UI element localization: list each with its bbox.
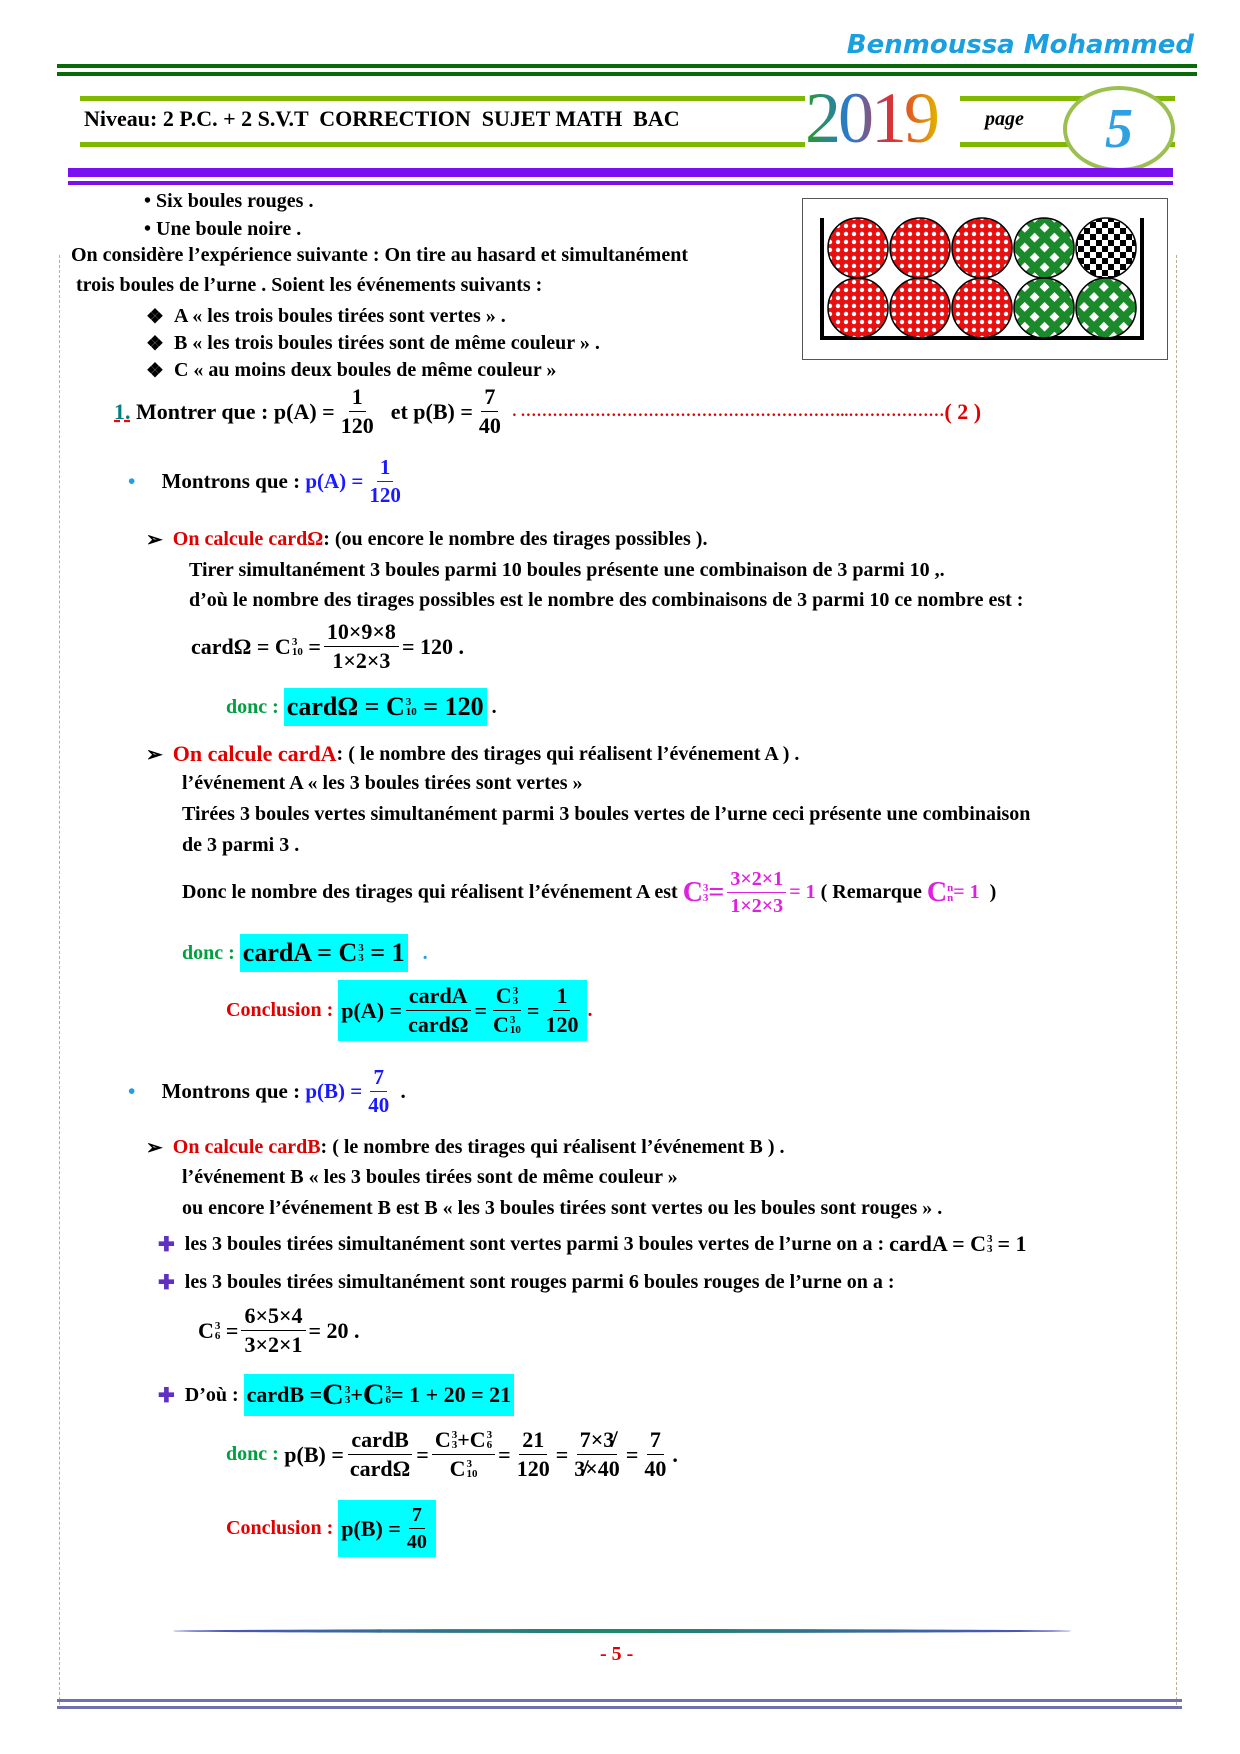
paragraph: l’événement B « les 3 boules tirées sont de même couleur » — [182, 1166, 678, 1188]
text: les 3 boules tirées simultanément sont vertes parmi 3 boules vertes de l’urne on a : — [184, 1232, 885, 1255]
author-signature: Benmoussa Mohammed — [846, 30, 1194, 60]
fraction — [365, 1066, 392, 1117]
paragraph: Tirer simultanément 3 boules parmi 10 boules présente une combinaison de 3 parmi 10 ,. — [189, 559, 945, 581]
paragraph: de 3 parmi 3 . — [182, 834, 300, 856]
math: = 1 — [370, 938, 405, 967]
text: : ( le nombre des tirages qui réalisent l’événement A ) . — [336, 742, 800, 765]
top-rule — [57, 64, 1197, 68]
denominator: 40 — [478, 413, 501, 439]
text: les 3 boules tirées simultanément sont rouges parmi 6 boules rouges de l’urne on a : — [184, 1271, 895, 1293]
top-rule — [57, 72, 1197, 76]
event-text: B « les trois boules tirées sont de même couleur » . — [173, 332, 600, 354]
numerator: 10×9×8 — [324, 620, 399, 647]
numerator: 1 — [553, 984, 570, 1011]
right-margin — [1176, 255, 1177, 1705]
math: p(B) = — [284, 1441, 344, 1467]
numerator: 21 — [519, 1428, 547, 1455]
step-title: On calcule cardΩ — [172, 528, 324, 550]
numerator: cardB — [348, 1428, 411, 1455]
fraction — [324, 620, 399, 673]
numerator: 1 — [377, 456, 394, 482]
paragraph: Tirées 3 boules vertes simultanément parmi 3 boules vertes de l’urne ceci présente une combinaison — [182, 803, 1031, 825]
bottom-rule — [57, 1699, 1182, 1702]
denominator: 120 — [369, 483, 401, 508]
math: p(B) = — [413, 398, 473, 424]
text: : ( le nombre des tirages qui réalisent l’événement B ) . — [320, 1136, 785, 1158]
numerator: 7 — [370, 1066, 387, 1092]
page-badge — [1063, 86, 1175, 172]
event-c — [146, 358, 556, 383]
step-title: On calcule cardB — [172, 1136, 321, 1158]
denominator: 1×2×3 — [730, 895, 784, 917]
step — [146, 741, 799, 767]
list-item: • Six boules rouges . — [144, 190, 314, 212]
diamond-bullet-icon: ❖ — [146, 360, 174, 382]
item-text: Une boule noire . — [156, 218, 302, 240]
math: = 1 — [997, 1231, 1027, 1256]
bottom-rule — [57, 1706, 1182, 1709]
step — [146, 527, 707, 552]
math: = 120 . — [401, 633, 464, 659]
math: cardΩ = C — [286, 692, 405, 721]
subheading: • Montrons que : p(A) = $\frac{1}{120}$ — [128, 456, 407, 507]
result — [158, 1374, 514, 1416]
year: 2019 — [805, 78, 937, 158]
math: C 3 3 = — [682, 876, 725, 908]
arrow-bullet-icon: ➢ — [146, 743, 173, 766]
denominator: 120 — [516, 1456, 550, 1482]
header-rule — [80, 96, 805, 101]
numerator: 6×5×4 — [241, 1304, 305, 1331]
list-item: • Une boule noire . — [144, 218, 302, 240]
conclusion — [226, 1500, 436, 1557]
denominator: 40 — [406, 1531, 427, 1553]
diamond-bullet-icon: ❖ — [146, 306, 174, 328]
denominator: cardΩ — [408, 1012, 469, 1038]
page-label: page — [985, 108, 1024, 130]
text: Conclusion : — [226, 1517, 334, 1539]
purple-rule — [68, 181, 1173, 185]
list-item: ✚ les 3 boules tirées simultanément sont vertes parmi 3 boules vertes de l’urne on a : cardA = C 3 3 = 1 — [158, 1231, 1027, 1256]
numerator: 7 — [409, 1504, 425, 1529]
math: cardΩ = C — [191, 633, 291, 659]
math: p(A) = — [341, 997, 403, 1023]
dot-leader: . ……………………………………………………..……………… — [512, 402, 945, 420]
formula: donc : p(B) = $\frac{\text{cardB}}{\text{cardΩ}}$ = C 3 3 +C 3 6 C 3 10 = $\frac{21}{120}$ = $\frac{7\times 3̸}{3̸\times 40}$ = $\frac{7}{40}$ . — [226, 1427, 678, 1482]
formula: Donc le nombre des tirages qui réalisent l’événement A est C 3 3 = $\frac{3\times 2\times 1}{1\times 2\times 3}$ = 1 ( Remarque C n n = 1 ) — [182, 868, 997, 917]
paragraph: trois boules de l’urne . Soient les événements suivants : — [76, 274, 543, 296]
math: = 1 — [953, 881, 980, 903]
math: p(B) = — [305, 1079, 363, 1104]
text: ) — [989, 881, 997, 903]
math: = 120 — [423, 692, 484, 721]
math: cardA = C — [889, 1231, 987, 1256]
numerator: 7 — [481, 385, 498, 412]
math: cardA = C — [242, 938, 358, 967]
cross-bullet-icon: ✚ — [158, 1384, 185, 1407]
result: donc : cardΩ = C 3 10 = 120 . — [226, 688, 497, 726]
conclusion: Conclusion : p(A) = $\frac{\text{cardA}}{\text{cardΩ}}$ = C 3 3 C 3 10 = $\frac{1}{120}$ . — [226, 980, 592, 1041]
paragraph: ou encore l’événement B est B « les 3 boules tirées sont vertes ou les boules sont rouges » . — [182, 1197, 943, 1219]
question-1 — [114, 385, 981, 438]
step — [146, 1135, 785, 1160]
arrow-bullet-icon: ➢ — [146, 529, 173, 551]
math: cardB = — [246, 1382, 323, 1407]
event-b — [146, 331, 600, 356]
math: = 1 — [789, 881, 816, 903]
arrow-bullet-icon: ➢ — [146, 1137, 173, 1159]
header-title: Niveau: 2 P.C. + 2 S.V.T CORRECTION SUJET MATH BAC — [84, 106, 680, 131]
points: ( 2 ) — [944, 398, 982, 424]
numerator: 1 — [349, 385, 366, 412]
text: donc : — [226, 695, 279, 718]
text: et — [390, 398, 408, 424]
text: donc : — [226, 1443, 279, 1466]
header-rule — [80, 142, 805, 147]
denominator: cardΩ — [349, 1456, 411, 1482]
text: Conclusion : — [226, 999, 334, 1022]
denominator: 40 — [644, 1456, 667, 1482]
question-text: Montrer que : — [136, 398, 269, 424]
highlight-box: cardB = C 3 3 + C 3 6 = 1 + 20 = 21 — [244, 1374, 514, 1416]
footer-rule — [173, 1629, 1071, 1633]
result: donc : cardA = C 3 3 = 1 . — [182, 934, 428, 972]
fraction — [476, 385, 504, 438]
fraction — [727, 868, 786, 917]
highlight-box: cardA = C 3 3 = 1 — [240, 934, 408, 972]
purple-rule — [68, 168, 1173, 177]
step-title: On calcule cardA — [172, 741, 337, 766]
math: = 1 + 20 = 21 — [391, 1382, 512, 1407]
text: donc : — [182, 941, 235, 964]
text: Donc le nombre des tirages qui réalisent l’événement A est — [182, 881, 678, 903]
numerator: cardA — [406, 984, 471, 1011]
text: Montrons que : — [161, 1079, 301, 1104]
numerator: 7 — [647, 1428, 664, 1455]
fraction — [338, 385, 377, 438]
event-text: A « les trois boules tirées sont vertes » . — [173, 305, 506, 327]
highlight-box: cardΩ = C 3 10 = 120 — [284, 688, 487, 726]
diamond-bullet-icon: ❖ — [146, 333, 174, 355]
paragraph: l’événement A « les 3 boules tirées sont vertes » — [182, 772, 583, 794]
left-margin — [59, 255, 60, 1705]
event-text: C « au moins deux boules de même couleur » — [173, 359, 557, 381]
subheading: • Montrons que : p(B) = $\frac{7}{40}$ . — [128, 1065, 406, 1118]
formula: cardΩ = C 3 10 = $\frac{10\times 9\times 8}{1\times 2\times 3}$ = 120 . — [191, 619, 464, 674]
urn-illustration — [802, 198, 1168, 360]
text: ( Remarque — [820, 881, 922, 903]
math: p(B) = — [341, 1515, 401, 1541]
page-footer: - 5 - — [600, 1643, 634, 1665]
fraction — [366, 456, 404, 507]
denominator: 120 — [545, 1012, 579, 1038]
math: p(A) = — [305, 469, 364, 494]
math: = 20 . — [308, 1317, 360, 1343]
highlight-box — [338, 1500, 436, 1557]
text: D’où : — [184, 1383, 239, 1406]
formula: C 3 6 = $\frac{6\times 5\times 4}{3\times 2\times 1}$ = 20 . — [198, 1303, 360, 1358]
cross-bullet-icon: ✚ — [158, 1272, 185, 1294]
text: Montrons que : — [161, 469, 301, 494]
denominator: 1×2×3 — [332, 648, 391, 674]
denominator: 120 — [340, 413, 374, 439]
math: p(A) = — [273, 398, 335, 424]
item-text: Six boules rouges . — [156, 190, 314, 212]
list-item — [158, 1270, 895, 1295]
numerator: 3×2×1 — [727, 868, 786, 893]
paragraph: d’où le nombre des tirages possibles est le nombre des combinaisons de 3 parmi 10 ce nombre est : — [189, 589, 1024, 611]
numerator: 7×3̸ — [577, 1428, 618, 1455]
question-number: 1. — [114, 398, 131, 424]
paragraph: On considère l’expérience suivante : On tire au hasard et simultanément — [71, 244, 688, 266]
denominator: 40 — [368, 1093, 390, 1118]
text: : (ou encore le nombre des tirages possibles ). — [323, 528, 708, 550]
highlight-box: p(A) = $\frac{\text{cardA}}{\text{cardΩ}}$ = C 3 3 C 3 10 = $\frac{1}{120}$ — [338, 980, 587, 1041]
denominator: 3̸×40 — [574, 1456, 620, 1482]
denominator: 3×2×1 — [244, 1332, 303, 1358]
event-a — [146, 304, 506, 329]
page-number: 5 — [1105, 98, 1133, 160]
cross-bullet-icon: ✚ — [158, 1233, 185, 1256]
